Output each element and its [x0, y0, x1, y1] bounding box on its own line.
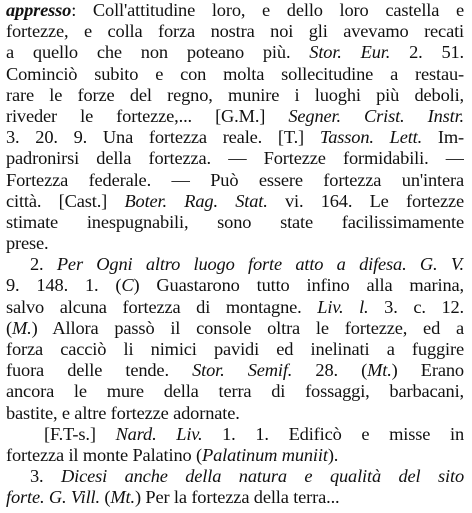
text-line-20	[6, 403, 464, 424]
text-segment: : Coll'attitudine loro, e dello loro castella e	[71, 0, 464, 20]
text-segment: (	[99, 487, 111, 508]
text-segment: Segner. Crist. Instr.	[288, 105, 464, 126]
text-segment: C	[121, 275, 134, 296]
text-segment: 28. (	[292, 360, 368, 381]
text-segment: fuora delle tende.	[6, 360, 193, 381]
text-line-13	[6, 254, 464, 275]
text-segment: Tasson. Lett.	[319, 127, 423, 148]
text-segment: ) Guastarono tutto infino alla marina,	[133, 275, 464, 296]
text-segment: [F.T-s.]	[44, 423, 116, 444]
text-segment: Mt.	[367, 360, 392, 381]
text-segment: Nard. Liv.	[115, 423, 203, 444]
text-segment: rare le forze del regno, munire i luoghi più deboli,	[6, 84, 464, 105]
text-segment: vi. 164. Le fortezze	[267, 190, 464, 211]
text-segment: Stor. Eur.	[309, 42, 391, 63]
text-line-7	[6, 127, 464, 148]
text-line-19	[6, 381, 464, 402]
text-line-24	[6, 487, 464, 508]
text-line-10	[6, 191, 464, 212]
text-segment: ) Allora passò il console oltra le fortezze, ed a	[31, 317, 464, 338]
text-segment: Per Ogni altro luogo forte atto a difesa. G. V.	[56, 254, 464, 275]
text-line-23	[6, 466, 464, 487]
text-segment: fortezze, e colla forza nostra noi gli avevamo recati	[6, 21, 464, 42]
text-line-17	[6, 339, 464, 360]
text-line-4	[6, 64, 464, 85]
text-segment: 3. c. 12.	[368, 296, 464, 317]
text-line-21	[6, 424, 464, 445]
text-segment: Stor. Semif.	[192, 360, 293, 381]
text-segment: ) Per la fortezza della terra...	[134, 487, 340, 508]
text-segment: 2. 51.	[390, 42, 464, 63]
text-line-22	[6, 445, 464, 466]
text-segment: a quello che non poteano più.	[6, 42, 310, 63]
text-segment: Palatinum muniit	[201, 444, 328, 465]
text-segment: 9. 148. 1. (	[6, 275, 122, 296]
text-segment: Fortezza federale. — Può essere fortezza un'intera	[6, 169, 464, 190]
text-segment: bastite, e altre fortezze adornate.	[6, 402, 240, 423]
text-segment: ancora le mure della terra di fossaggi, barbacani,	[6, 381, 464, 402]
text-segment: riveder le fortezze,... [G.M.]	[6, 105, 289, 126]
text-line-1	[6, 0, 464, 21]
text-line-12	[6, 233, 464, 254]
text-segment: padronirsi della fortezza. — Fortezze formidabili. —	[6, 148, 464, 169]
text-line-16	[6, 318, 464, 339]
text-line-15	[6, 297, 464, 318]
text-line-2	[6, 21, 464, 42]
text-segment: ) Erano	[391, 360, 464, 381]
text-segment: M.	[11, 317, 32, 338]
text-segment: forte. G. Vill.	[6, 487, 100, 508]
text-segment: appresso	[6, 0, 72, 20]
text-segment: (	[6, 317, 12, 338]
text-segment: Dicesi anche della natura e qualità del sito	[61, 466, 464, 487]
text-line-11	[6, 212, 464, 233]
text-line-3	[6, 42, 464, 63]
text-segment: 3.	[30, 466, 61, 487]
text-line-8	[6, 148, 464, 169]
text-segment: 2.	[30, 254, 57, 275]
text-segment: forza cacciò li nimici pavidi ed inelinati a fuggire	[6, 339, 464, 359]
text-line-6	[6, 106, 464, 127]
text-segment: stimate inespugnabili, sono state facilissimamente	[6, 211, 464, 232]
text-line-18	[6, 360, 464, 381]
text-segment: salvo alcuna fortezza di montagne.	[6, 296, 318, 317]
text-segment: Boter. Rag. Stat.	[124, 190, 268, 211]
text-segment: 1. 1. Edificò e misse in	[202, 423, 464, 444]
text-segment: Im-	[422, 127, 464, 148]
text-segment: Cominciò subito e con molta sollecitudine a restau-	[6, 63, 464, 84]
text-segment: 3. 20. 9. Una fortezza reale. [T.]	[6, 127, 320, 148]
text-line-5	[6, 85, 464, 106]
text-segment: città. [Cast.]	[6, 190, 125, 211]
text-line-9	[6, 170, 464, 191]
text-segment: Liv. l.	[317, 296, 369, 317]
text-segment: Mt.	[110, 487, 135, 508]
text-segment: fortezza il monte Palatino (	[6, 444, 202, 465]
dictionary-entry-text	[6, 0, 468, 513]
text-segment: prese.	[6, 233, 49, 254]
text-segment: ).	[327, 444, 339, 465]
text-line-14	[6, 275, 464, 296]
